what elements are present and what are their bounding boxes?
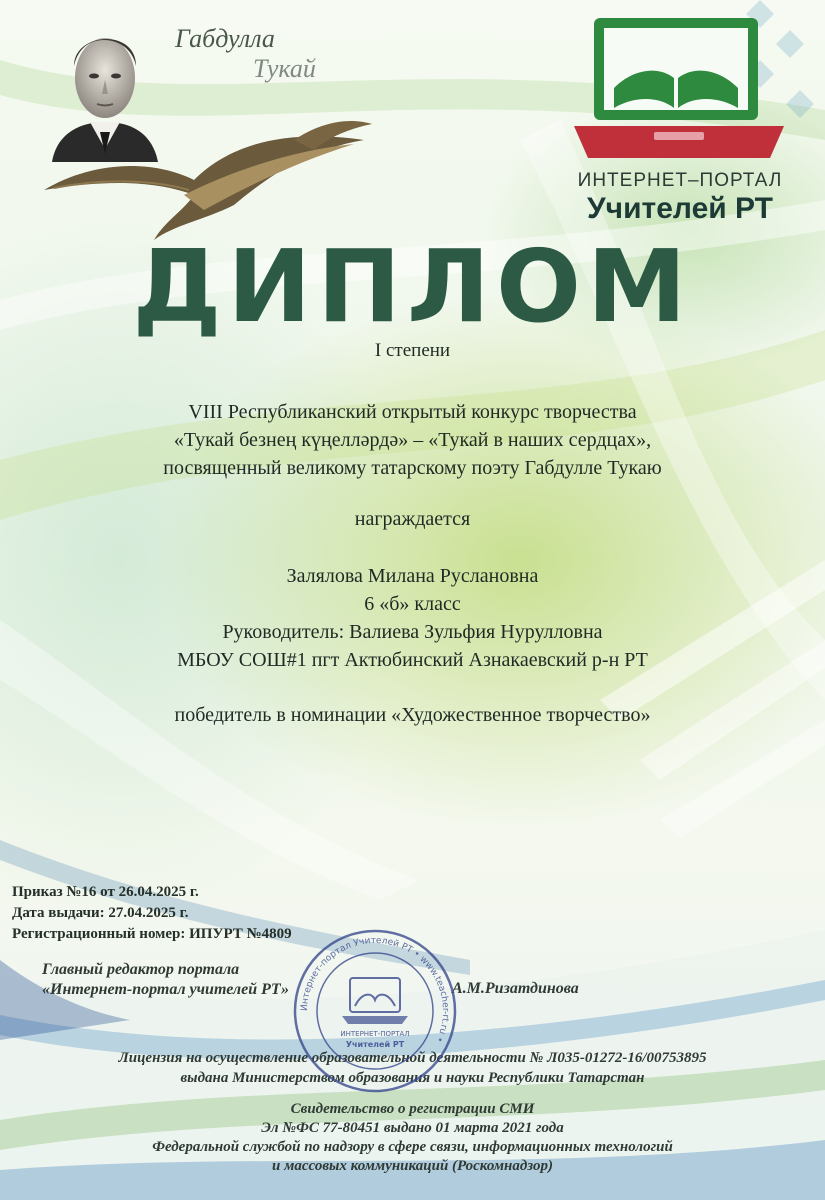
portal-name-line2: Учителей РТ bbox=[587, 192, 773, 225]
contest-line: посвященный великому татарскому поэту Габдулле Тукаю bbox=[163, 457, 662, 479]
diploma-degree: I степени bbox=[374, 340, 451, 361]
stamp-ring-text: Интернет-портал Учителей РТ • www.teacher-rt.ru • bbox=[299, 935, 451, 1044]
contest-line: «Тукай безнең күңелләрдә» – «Тукай в наших сердцах», bbox=[173, 429, 652, 451]
awarded-label: награждается bbox=[354, 508, 471, 530]
contest-description bbox=[0, 398, 825, 482]
winner-nomination: победитель в номинации «Художественное творчество» bbox=[174, 704, 651, 726]
editor-portal: «Интернет-портал учителей РТ» bbox=[42, 981, 290, 998]
tukay-signature-name bbox=[175, 24, 316, 84]
portal-name bbox=[560, 170, 800, 226]
registration-number: Регистрационный номер: ИПУРТ №4809 bbox=[12, 926, 292, 942]
editor-signature-name: А.М.Ризатдинова bbox=[452, 980, 579, 997]
license-line: выдана Министерством образования и науки Республики Татарстан bbox=[180, 1070, 645, 1086]
smi-line: Федеральной службой по надзору в сфере связи, информационных технологий bbox=[152, 1139, 673, 1155]
editor-block bbox=[42, 960, 289, 1000]
recipient-supervisor: Руководитель: Валиева Зульфия Нурулловна bbox=[222, 621, 603, 643]
contest-line: VIII Республиканский открытый конкурс творчества bbox=[188, 401, 637, 423]
portal-stamp bbox=[290, 926, 460, 1096]
editor-title: Главный редактор портала bbox=[42, 961, 240, 978]
order-details bbox=[12, 882, 292, 945]
recipient-school: МБОУ СОШ#1 пгт Актюбинский Азнакаевский р-н РТ bbox=[177, 649, 648, 671]
recipient-class: 6 «б» класс bbox=[364, 593, 461, 615]
issue-date: Дата выдачи: 27.04.2025 г. bbox=[12, 905, 189, 921]
portal-logo-icon bbox=[574, 18, 784, 178]
portal-name-line1: ИНТЕРНЕТ–ПОРТАЛ bbox=[577, 170, 783, 191]
recipient-name: Залялова Милана Руслановна bbox=[286, 565, 539, 587]
tukay-name-line1: Габдулла bbox=[175, 24, 275, 53]
smi-line: и массовых коммуникаций (Роскомнадзор) bbox=[272, 1158, 553, 1174]
order-number: Приказ №16 от 26.04.2025 г. bbox=[12, 884, 199, 900]
tukay-name-line2: Тукай bbox=[253, 54, 316, 83]
recipient-info bbox=[0, 562, 825, 674]
smi-line: Свидетельство о регистрации СМИ bbox=[290, 1101, 535, 1117]
license-line: Лицензия на осуществление образовательной деятельности № Л035-01272-16/00753895 bbox=[118, 1050, 707, 1066]
diploma-title: ДИПЛОМ bbox=[132, 228, 693, 345]
media-registration bbox=[0, 1100, 825, 1176]
smi-line: Эл №ФС 77-80451 выдано 01 марта 2021 года bbox=[261, 1120, 564, 1136]
stamp-inner-line2: Учителей РТ bbox=[345, 1040, 405, 1049]
stamp-inner-line1: ИНТЕРНЕТ-ПОРТАЛ bbox=[340, 1030, 410, 1038]
